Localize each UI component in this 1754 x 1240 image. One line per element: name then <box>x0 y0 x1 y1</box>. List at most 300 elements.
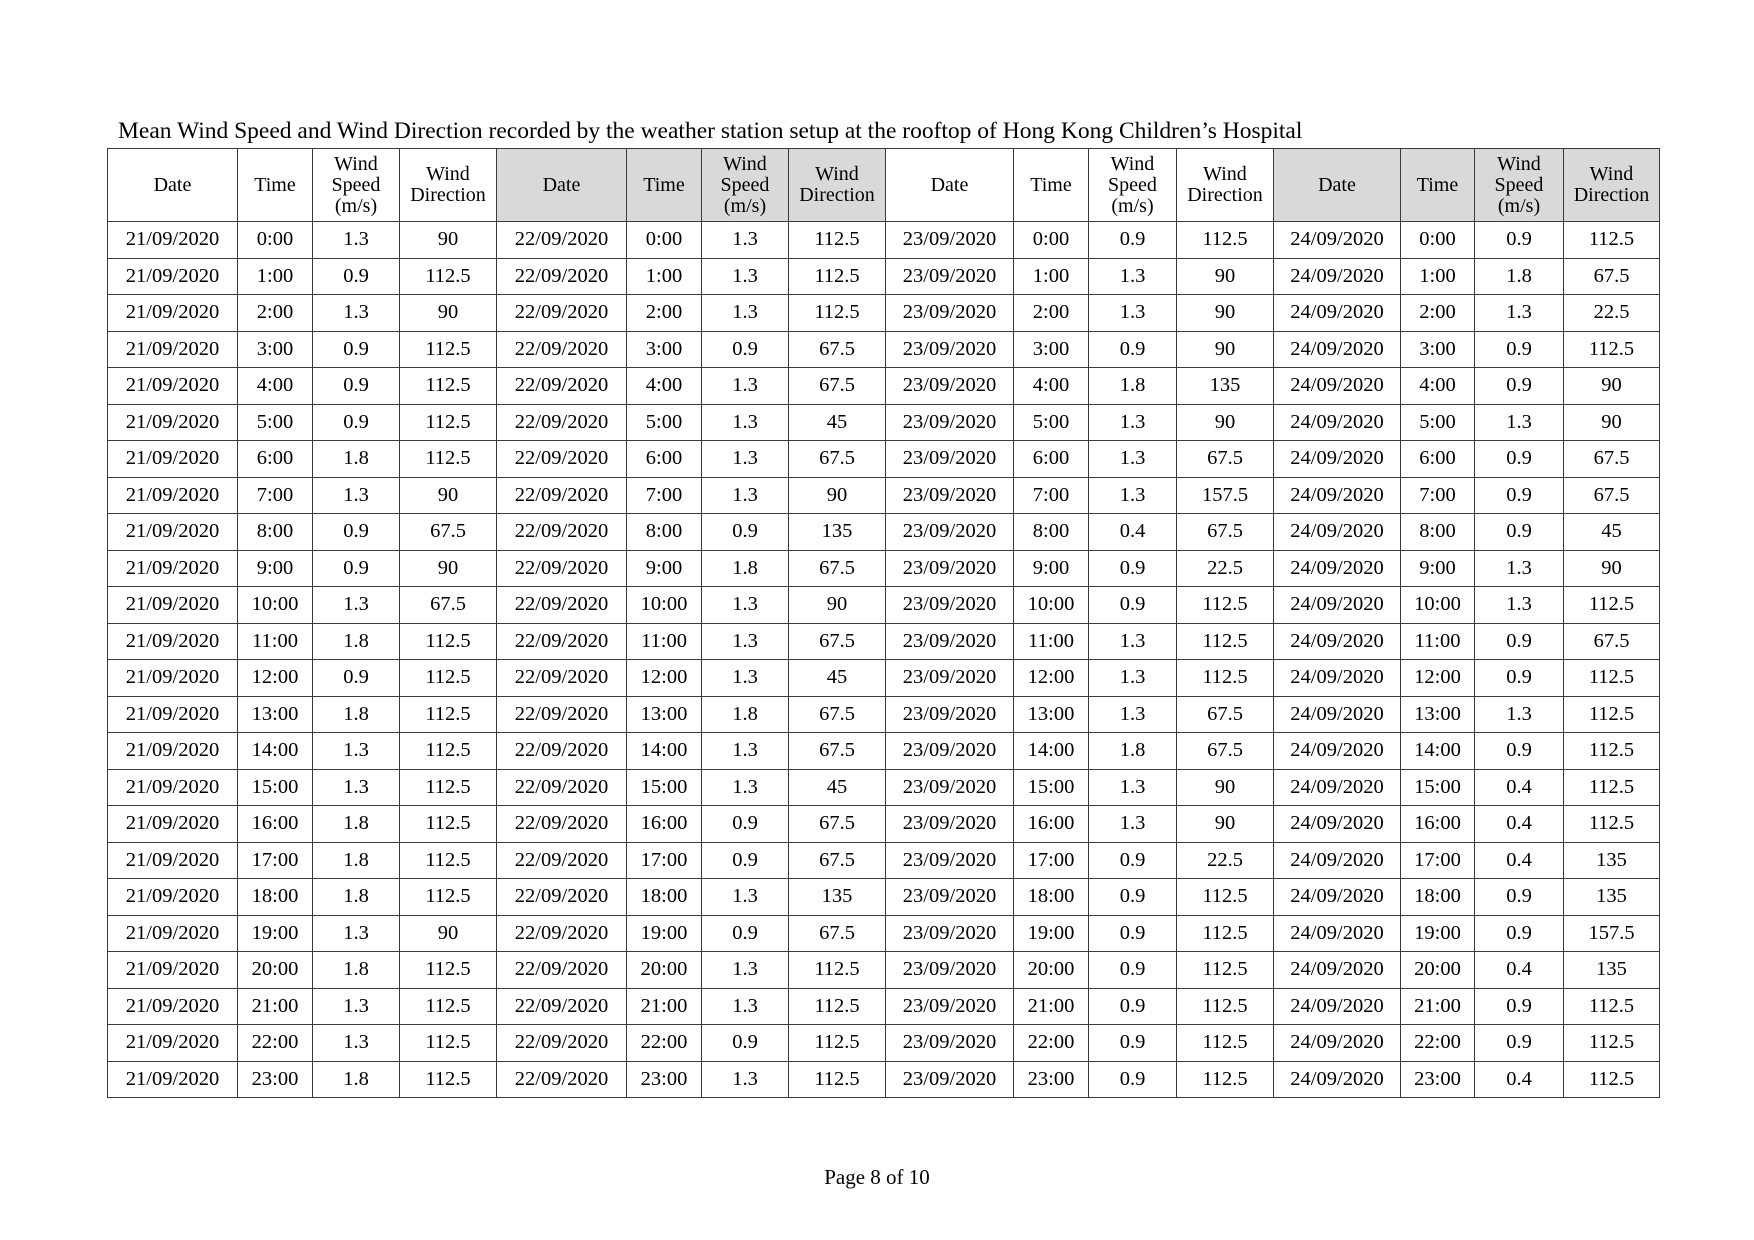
time-cell: 12:00 <box>627 660 702 697</box>
date-cell: 23/09/2020 <box>886 988 1014 1025</box>
wind-speed-cell: 0.9 <box>1089 988 1177 1025</box>
wind-direction-cell: 45 <box>1564 514 1660 551</box>
time-cell: 21:00 <box>1014 988 1089 1025</box>
header-wind-direction <box>1564 149 1660 222</box>
header-time-label: Time <box>254 173 296 196</box>
wind-direction-cell: 112.5 <box>400 441 497 478</box>
time-cell: 18:00 <box>1401 879 1475 916</box>
page-title: Mean Wind Speed and Wind Direction recorded by the weather station setup at the rooftop of Hong Kong Children’s Hospital <box>118 118 1303 144</box>
time-cell: 15:00 <box>1401 769 1475 806</box>
time-cell: 17:00 <box>1014 842 1089 879</box>
wind-speed-cell: 1.3 <box>702 952 789 989</box>
wind-direction-cell: 90 <box>1564 550 1660 587</box>
time-cell: 23:00 <box>627 1061 702 1098</box>
header-date-label: Date <box>542 173 581 196</box>
date-cell: 21/09/2020 <box>108 623 238 660</box>
header-label-line: Wind <box>426 163 470 185</box>
header-wind-speed <box>313 149 400 222</box>
date-cell: 22/09/2020 <box>497 806 627 843</box>
table-row <box>108 879 1660 916</box>
wind-direction-cell: 112.5 <box>789 952 886 989</box>
time-cell: 11:00 <box>627 623 702 660</box>
wind-speed-cell: 0.9 <box>1089 842 1177 879</box>
header-time <box>238 149 313 222</box>
date-cell: 24/09/2020 <box>1274 879 1401 916</box>
wind-direction-cell: 90 <box>1177 769 1274 806</box>
wind-direction-cell: 22.5 <box>1564 295 1660 332</box>
time-cell: 4:00 <box>627 368 702 405</box>
wind-direction-cell: 67.5 <box>789 696 886 733</box>
wind-speed-cell: 1.8 <box>313 879 400 916</box>
wind-speed-cell: 0.9 <box>1475 368 1564 405</box>
header-label-line: Speed <box>720 173 770 196</box>
wind-direction-cell: 45 <box>789 769 886 806</box>
wind-direction-cell: 112.5 <box>1177 879 1274 916</box>
wind-direction-cell: 112.5 <box>1177 988 1274 1025</box>
time-cell: 6:00 <box>1014 441 1089 478</box>
time-cell: 2:00 <box>627 295 702 332</box>
wind-speed-cell: 1.3 <box>702 660 789 697</box>
time-cell: 16:00 <box>1014 806 1089 843</box>
table-row <box>108 222 1660 259</box>
date-cell: 21/09/2020 <box>108 587 238 624</box>
time-cell: 18:00 <box>627 879 702 916</box>
wind-direction-cell: 90 <box>400 550 497 587</box>
header-wind-direction <box>1177 149 1274 222</box>
date-cell: 22/09/2020 <box>497 404 627 441</box>
time-cell: 15:00 <box>1014 769 1089 806</box>
time-cell: 9:00 <box>1401 550 1475 587</box>
wind-direction-cell: 112.5 <box>400 660 497 697</box>
date-cell: 23/09/2020 <box>886 368 1014 405</box>
table-row <box>108 915 1660 952</box>
wind-direction-cell: 112.5 <box>1177 915 1274 952</box>
date-cell: 24/09/2020 <box>1274 222 1401 259</box>
time-cell: 23:00 <box>238 1061 313 1098</box>
date-cell: 23/09/2020 <box>886 295 1014 332</box>
header-label-line: Direction <box>1573 184 1650 206</box>
wind-speed-cell: 1.3 <box>702 733 789 770</box>
wind-direction-cell: 112.5 <box>1177 952 1274 989</box>
date-cell: 21/09/2020 <box>108 952 238 989</box>
date-cell: 22/09/2020 <box>497 331 627 368</box>
table-row <box>108 368 1660 405</box>
date-cell: 23/09/2020 <box>886 915 1014 952</box>
date-cell: 24/09/2020 <box>1274 952 1401 989</box>
wind-direction-cell: 67.5 <box>1564 477 1660 514</box>
date-cell: 24/09/2020 <box>1274 404 1401 441</box>
date-cell: 21/09/2020 <box>108 806 238 843</box>
table-row <box>108 696 1660 733</box>
wind-direction-cell: 112.5 <box>789 222 886 259</box>
date-cell: 21/09/2020 <box>108 660 238 697</box>
header-date-label: Date <box>930 173 969 196</box>
date-cell: 24/09/2020 <box>1274 587 1401 624</box>
wind-speed-cell: 0.9 <box>1475 441 1564 478</box>
date-cell: 24/09/2020 <box>1274 806 1401 843</box>
wind-speed-cell: 1.3 <box>702 404 789 441</box>
wind-direction-cell: 90 <box>1177 258 1274 295</box>
wind-direction-cell: 90 <box>1564 404 1660 441</box>
table-header-row <box>108 149 1660 222</box>
date-cell: 23/09/2020 <box>886 660 1014 697</box>
date-cell: 22/09/2020 <box>497 879 627 916</box>
wind-direction-cell: 90 <box>400 222 497 259</box>
wind-direction-cell: 67.5 <box>789 915 886 952</box>
date-cell: 24/09/2020 <box>1274 331 1401 368</box>
time-cell: 17:00 <box>238 842 313 879</box>
header-label-line: (m/s) <box>1497 194 1541 217</box>
wind-speed-cell: 0.9 <box>1089 952 1177 989</box>
date-cell: 22/09/2020 <box>497 733 627 770</box>
wind-direction-cell: 112.5 <box>400 806 497 843</box>
table-row <box>108 477 1660 514</box>
date-cell: 24/09/2020 <box>1274 733 1401 770</box>
date-cell: 24/09/2020 <box>1274 295 1401 332</box>
time-cell: 9:00 <box>238 550 313 587</box>
header-date <box>886 149 1014 222</box>
wind-data-table <box>107 148 1660 1098</box>
wind-speed-cell: 0.9 <box>1475 514 1564 551</box>
wind-speed-cell: 0.9 <box>1089 550 1177 587</box>
wind-direction-cell: 157.5 <box>1564 915 1660 952</box>
wind-speed-cell: 0.9 <box>1475 988 1564 1025</box>
time-cell: 10:00 <box>1401 587 1475 624</box>
table-row <box>108 258 1660 295</box>
time-cell: 11:00 <box>238 623 313 660</box>
header-wind-direction <box>789 149 886 222</box>
time-cell: 18:00 <box>1014 879 1089 916</box>
wind-speed-cell: 0.9 <box>1089 1061 1177 1098</box>
wind-direction-cell: 112.5 <box>1564 769 1660 806</box>
time-cell: 4:00 <box>1401 368 1475 405</box>
date-cell: 22/09/2020 <box>497 368 627 405</box>
wind-speed-cell: 1.3 <box>702 258 789 295</box>
time-cell: 13:00 <box>238 696 313 733</box>
time-cell: 19:00 <box>627 915 702 952</box>
date-cell: 23/09/2020 <box>886 331 1014 368</box>
wind-direction-cell: 112.5 <box>1564 1061 1660 1098</box>
time-cell: 7:00 <box>627 477 702 514</box>
time-cell: 21:00 <box>238 988 313 1025</box>
wind-direction-cell: 112.5 <box>1564 222 1660 259</box>
wind-direction-cell: 135 <box>1564 952 1660 989</box>
time-cell: 11:00 <box>1401 623 1475 660</box>
wind-speed-cell: 0.4 <box>1475 806 1564 843</box>
date-cell: 22/09/2020 <box>497 952 627 989</box>
wind-speed-cell: 1.3 <box>1475 295 1564 332</box>
date-cell: 24/09/2020 <box>1274 514 1401 551</box>
time-cell: 15:00 <box>627 769 702 806</box>
time-cell: 22:00 <box>1401 1025 1475 1062</box>
date-cell: 23/09/2020 <box>886 879 1014 916</box>
header-label-line: Wind <box>723 152 767 175</box>
wind-speed-cell: 0.9 <box>313 550 400 587</box>
wind-speed-cell: 0.9 <box>702 1025 789 1062</box>
time-cell: 3:00 <box>238 331 313 368</box>
header-date <box>497 149 627 222</box>
wind-speed-cell: 0.9 <box>702 514 789 551</box>
time-cell: 0:00 <box>627 222 702 259</box>
wind-direction-cell: 90 <box>789 477 886 514</box>
wind-speed-cell: 1.3 <box>1475 404 1564 441</box>
date-cell: 22/09/2020 <box>497 915 627 952</box>
time-cell: 19:00 <box>1401 915 1475 952</box>
time-cell: 22:00 <box>627 1025 702 1062</box>
date-cell: 22/09/2020 <box>497 477 627 514</box>
date-cell: 22/09/2020 <box>497 587 627 624</box>
time-cell: 16:00 <box>238 806 313 843</box>
date-cell: 21/09/2020 <box>108 696 238 733</box>
wind-direction-cell: 112.5 <box>1177 660 1274 697</box>
wind-direction-cell: 67.5 <box>789 842 886 879</box>
time-cell: 13:00 <box>1401 696 1475 733</box>
wind-speed-cell: 1.3 <box>1089 696 1177 733</box>
time-cell: 10:00 <box>1014 587 1089 624</box>
date-cell: 21/09/2020 <box>108 1061 238 1098</box>
wind-direction-cell: 112.5 <box>1564 806 1660 843</box>
wind-direction-cell: 112.5 <box>400 879 497 916</box>
wind-speed-cell: 0.9 <box>1089 222 1177 259</box>
wind-direction-cell: 112.5 <box>789 258 886 295</box>
header-label-line: Speed <box>1108 173 1157 196</box>
date-cell: 23/09/2020 <box>886 1061 1014 1098</box>
wind-direction-cell: 67.5 <box>789 623 886 660</box>
wind-direction-cell: 90 <box>789 587 886 624</box>
date-cell: 23/09/2020 <box>886 733 1014 770</box>
time-cell: 20:00 <box>238 952 313 989</box>
time-cell: 6:00 <box>238 441 313 478</box>
header-label-line: Wind <box>1203 163 1247 185</box>
wind-speed-cell: 1.8 <box>1089 733 1177 770</box>
date-cell: 21/09/2020 <box>108 550 238 587</box>
wind-speed-cell: 1.8 <box>702 696 789 733</box>
wind-direction-cell: 67.5 <box>1564 258 1660 295</box>
date-cell: 24/09/2020 <box>1274 769 1401 806</box>
wind-direction-cell: 112.5 <box>400 842 497 879</box>
table-body <box>108 222 1660 1098</box>
wind-direction-cell: 112.5 <box>1177 587 1274 624</box>
wind-direction-cell: 112.5 <box>400 1061 497 1098</box>
time-cell: 14:00 <box>627 733 702 770</box>
time-cell: 10:00 <box>238 587 313 624</box>
date-cell: 24/09/2020 <box>1274 696 1401 733</box>
wind-speed-cell: 0.4 <box>1475 1061 1564 1098</box>
table-row <box>108 806 1660 843</box>
wind-speed-cell: 1.8 <box>313 952 400 989</box>
wind-direction-cell: 112.5 <box>1564 696 1660 733</box>
time-cell: 7:00 <box>1401 477 1475 514</box>
wind-speed-cell: 1.3 <box>1475 550 1564 587</box>
wind-direction-cell: 112.5 <box>400 952 497 989</box>
wind-speed-cell: 0.9 <box>1475 331 1564 368</box>
wind-direction-cell: 112.5 <box>789 988 886 1025</box>
date-cell: 24/09/2020 <box>1274 258 1401 295</box>
wind-direction-cell: 157.5 <box>1177 477 1274 514</box>
wind-speed-cell: 0.9 <box>1089 331 1177 368</box>
wind-direction-cell: 90 <box>400 915 497 952</box>
wind-speed-cell: 1.3 <box>313 1025 400 1062</box>
header-label-line: Speed <box>1494 173 1544 196</box>
wind-direction-cell: 67.5 <box>789 733 886 770</box>
wind-speed-cell: 1.3 <box>313 295 400 332</box>
time-cell: 2:00 <box>1401 295 1475 332</box>
wind-speed-cell: 0.9 <box>702 842 789 879</box>
time-cell: 6:00 <box>627 441 702 478</box>
header-date-label: Date <box>153 173 192 196</box>
time-cell: 8:00 <box>1014 514 1089 551</box>
time-cell: 4:00 <box>238 368 313 405</box>
wind-direction-cell: 112.5 <box>400 733 497 770</box>
wind-direction-cell: 90 <box>1177 404 1274 441</box>
wind-direction-cell: 67.5 <box>1564 441 1660 478</box>
wind-speed-cell: 0.9 <box>1089 587 1177 624</box>
date-cell: 24/09/2020 <box>1274 915 1401 952</box>
wind-direction-cell: 90 <box>400 477 497 514</box>
table-row <box>108 660 1660 697</box>
time-cell: 2:00 <box>1014 295 1089 332</box>
wind-direction-cell: 112.5 <box>400 368 497 405</box>
date-cell: 24/09/2020 <box>1274 477 1401 514</box>
wind-speed-cell: 0.9 <box>313 514 400 551</box>
header-label-line: Direction <box>1187 184 1263 206</box>
header-time <box>1401 149 1475 222</box>
wind-direction-cell: 67.5 <box>789 368 886 405</box>
wind-direction-cell: 67.5 <box>1177 441 1274 478</box>
date-cell: 24/09/2020 <box>1274 988 1401 1025</box>
time-cell: 18:00 <box>238 879 313 916</box>
time-cell: 19:00 <box>1014 915 1089 952</box>
wind-speed-cell: 0.9 <box>313 660 400 697</box>
date-cell: 21/09/2020 <box>108 1025 238 1062</box>
wind-direction-cell: 112.5 <box>789 1025 886 1062</box>
date-cell: 22/09/2020 <box>497 1061 627 1098</box>
date-cell: 23/09/2020 <box>886 258 1014 295</box>
wind-direction-cell: 112.5 <box>400 769 497 806</box>
time-cell: 13:00 <box>1014 696 1089 733</box>
date-cell: 23/09/2020 <box>886 842 1014 879</box>
date-cell: 22/09/2020 <box>497 988 627 1025</box>
date-cell: 21/09/2020 <box>108 404 238 441</box>
wind-direction-cell: 45 <box>789 404 886 441</box>
date-cell: 21/09/2020 <box>108 879 238 916</box>
wind-speed-cell: 1.3 <box>702 477 789 514</box>
wind-speed-cell: 1.3 <box>702 295 789 332</box>
date-cell: 23/09/2020 <box>886 696 1014 733</box>
wind-direction-cell: 135 <box>1564 879 1660 916</box>
wind-direction-cell: 112.5 <box>1564 988 1660 1025</box>
header-time-label: Time <box>1030 173 1072 196</box>
date-cell: 21/09/2020 <box>108 441 238 478</box>
wind-speed-cell: 0.9 <box>1475 623 1564 660</box>
time-cell: 9:00 <box>627 550 702 587</box>
time-cell: 1:00 <box>1014 258 1089 295</box>
wind-speed-cell: 0.9 <box>313 331 400 368</box>
table-row <box>108 1061 1660 1098</box>
wind-direction-cell: 67.5 <box>1177 514 1274 551</box>
header-label-line: (m/s) <box>334 194 378 217</box>
header-label-line: Wind <box>334 152 378 175</box>
date-cell: 23/09/2020 <box>886 477 1014 514</box>
header-label-line: Direction <box>799 184 875 206</box>
time-cell: 8:00 <box>627 514 702 551</box>
date-cell: 22/09/2020 <box>497 550 627 587</box>
wind-direction-cell: 112.5 <box>1564 1025 1660 1062</box>
wind-speed-cell: 1.3 <box>1089 258 1177 295</box>
table-row <box>108 842 1660 879</box>
date-cell: 24/09/2020 <box>1274 660 1401 697</box>
wind-direction-cell: 112.5 <box>400 1025 497 1062</box>
wind-direction-cell: 112.5 <box>1177 623 1274 660</box>
wind-speed-cell: 1.8 <box>313 1061 400 1098</box>
wind-direction-cell: 67.5 <box>1564 623 1660 660</box>
time-cell: 14:00 <box>1014 733 1089 770</box>
wind-speed-cell: 1.3 <box>1089 404 1177 441</box>
wind-speed-cell: 1.3 <box>313 988 400 1025</box>
time-cell: 12:00 <box>1014 660 1089 697</box>
date-cell: 21/09/2020 <box>108 915 238 952</box>
wind-direction-cell: 112.5 <box>400 696 497 733</box>
wind-speed-cell: 1.3 <box>1089 660 1177 697</box>
time-cell: 21:00 <box>627 988 702 1025</box>
date-cell: 21/09/2020 <box>108 769 238 806</box>
wind-direction-cell: 135 <box>789 879 886 916</box>
wind-direction-cell: 112.5 <box>1564 733 1660 770</box>
time-cell: 7:00 <box>238 477 313 514</box>
time-cell: 20:00 <box>1014 952 1089 989</box>
wind-direction-cell: 135 <box>789 514 886 551</box>
wind-speed-cell: 1.3 <box>313 477 400 514</box>
time-cell: 1:00 <box>627 258 702 295</box>
wind-speed-cell: 1.8 <box>702 550 789 587</box>
wind-speed-cell: 1.8 <box>313 696 400 733</box>
wind-speed-cell: 0.9 <box>1475 477 1564 514</box>
wind-direction-cell: 22.5 <box>1177 842 1274 879</box>
date-cell: 24/09/2020 <box>1274 441 1401 478</box>
time-cell: 21:00 <box>1401 988 1475 1025</box>
wind-speed-cell: 1.3 <box>313 769 400 806</box>
wind-speed-cell: 0.9 <box>1475 879 1564 916</box>
header-wind-direction <box>400 149 497 222</box>
wind-speed-cell: 0.4 <box>1475 842 1564 879</box>
wind-speed-cell: 1.3 <box>313 915 400 952</box>
date-cell: 21/09/2020 <box>108 842 238 879</box>
time-cell: 3:00 <box>1014 331 1089 368</box>
wind-speed-cell: 1.3 <box>1475 696 1564 733</box>
header-wind-speed <box>702 149 789 222</box>
wind-direction-cell: 45 <box>789 660 886 697</box>
wind-speed-cell: 1.8 <box>1475 258 1564 295</box>
wind-direction-cell: 90 <box>1564 368 1660 405</box>
table-row <box>108 733 1660 770</box>
wind-speed-cell: 0.9 <box>702 915 789 952</box>
wind-speed-cell: 0.9 <box>1475 733 1564 770</box>
time-cell: 17:00 <box>1401 842 1475 879</box>
wind-direction-cell: 67.5 <box>789 331 886 368</box>
time-cell: 16:00 <box>627 806 702 843</box>
wind-direction-cell: 67.5 <box>1177 733 1274 770</box>
wind-direction-cell: 112.5 <box>1564 587 1660 624</box>
header-date <box>1274 149 1401 222</box>
time-cell: 15:00 <box>238 769 313 806</box>
wind-direction-cell: 112.5 <box>789 295 886 332</box>
time-cell: 7:00 <box>1014 477 1089 514</box>
table-row <box>108 441 1660 478</box>
date-cell: 24/09/2020 <box>1274 1025 1401 1062</box>
date-cell: 22/09/2020 <box>497 1025 627 1062</box>
wind-speed-cell: 1.3 <box>1089 769 1177 806</box>
date-cell: 23/09/2020 <box>886 441 1014 478</box>
